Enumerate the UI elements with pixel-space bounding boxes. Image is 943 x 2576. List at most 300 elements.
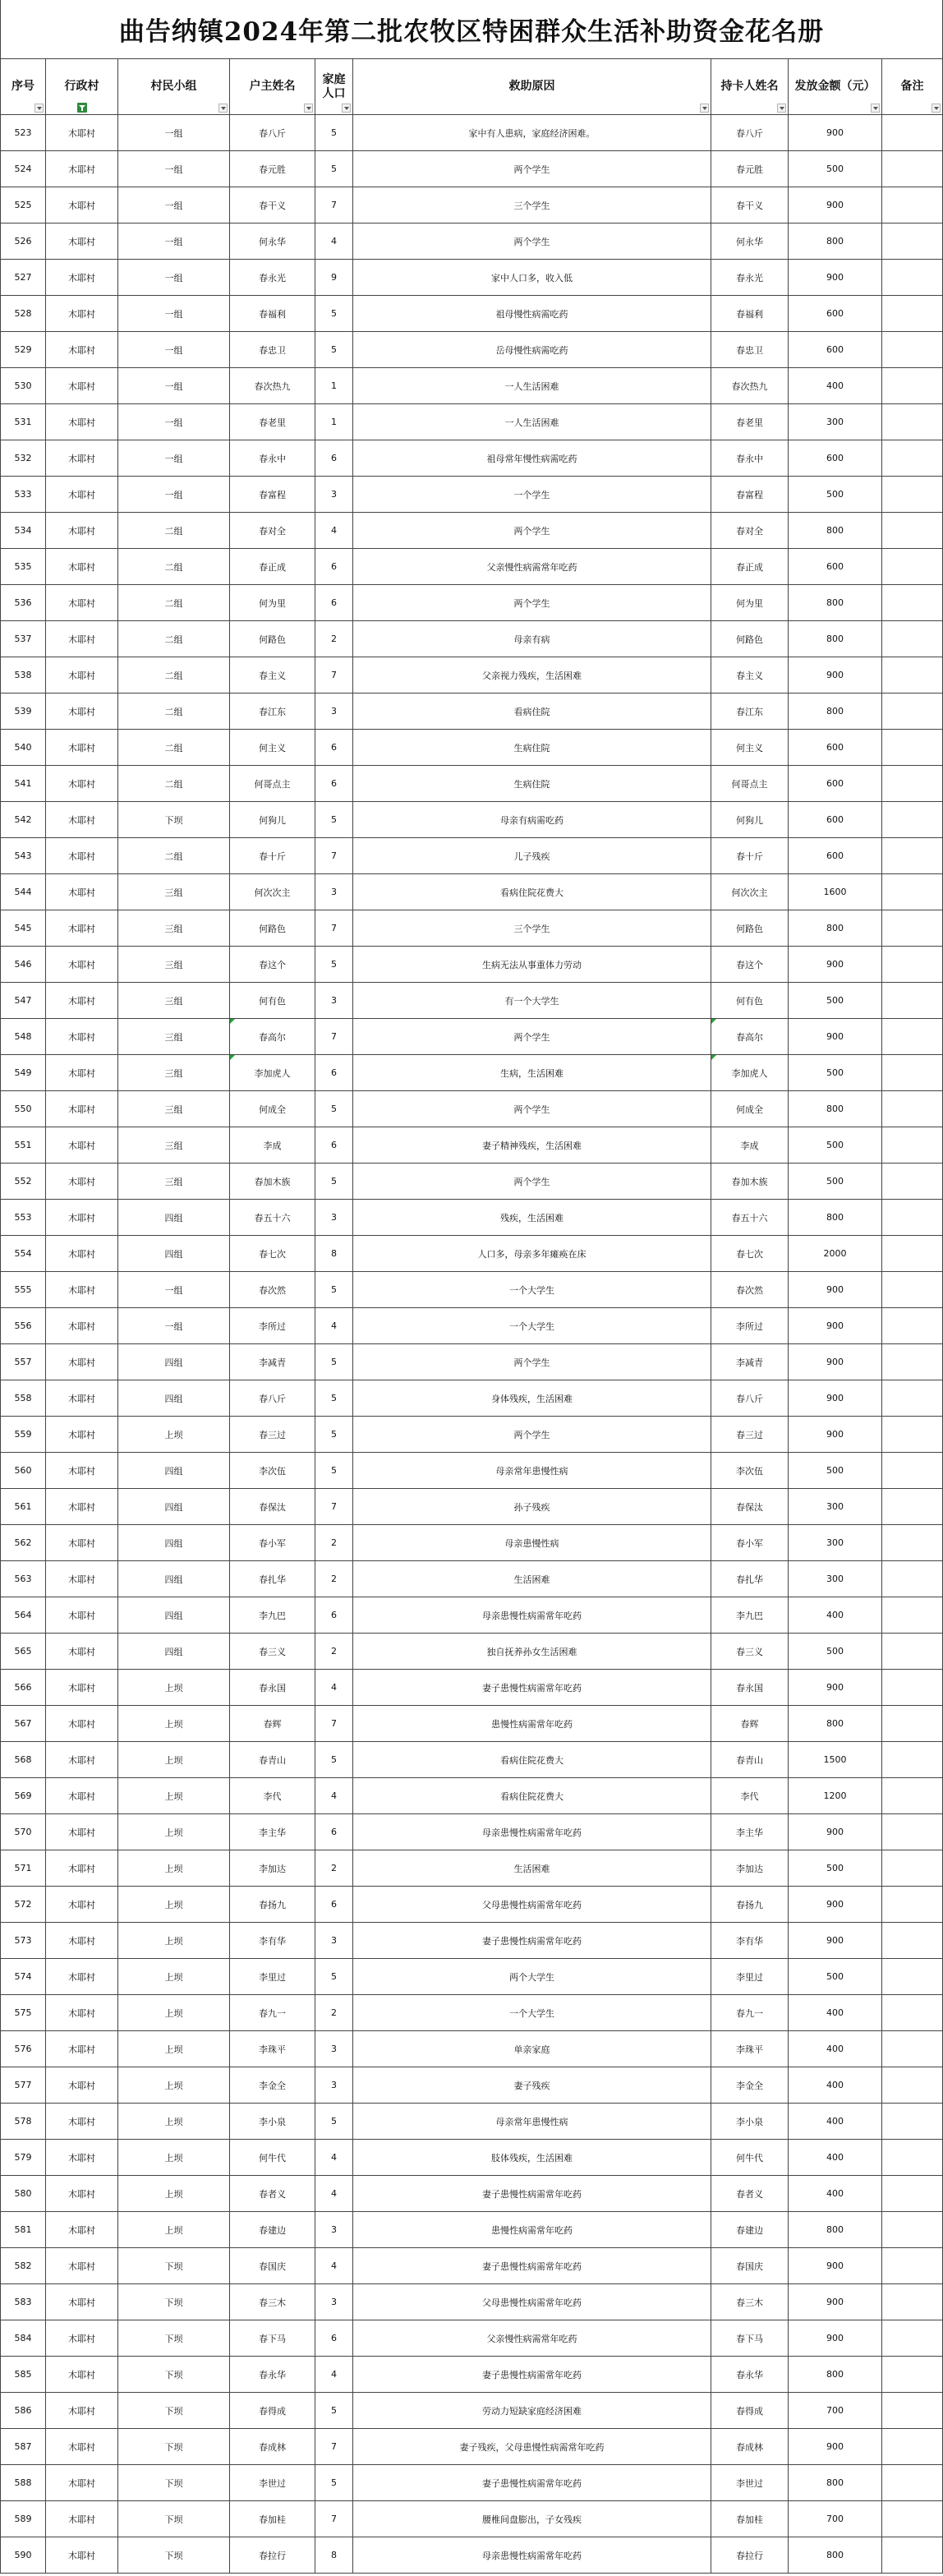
- cell-village[interactable]: [46, 2284, 118, 2320]
- cell-amount[interactable]: [789, 2320, 882, 2356]
- cell-amount[interactable]: [789, 1489, 882, 1524]
- cell-reason[interactable]: [353, 874, 711, 910]
- cell-cardholder[interactable]: [711, 2501, 789, 2537]
- cell-head-name[interactable]: [230, 1091, 315, 1127]
- cell-village[interactable]: [46, 2067, 118, 2103]
- cell-cardholder[interactable]: [711, 621, 789, 657]
- cell-cardholder[interactable]: [711, 1055, 789, 1090]
- cell-amount[interactable]: [789, 1200, 882, 1235]
- cell-remark[interactable]: [882, 1597, 943, 1633]
- cell-cardholder[interactable]: [711, 477, 789, 512]
- cell-amount[interactable]: [789, 1814, 882, 1850]
- cell-group[interactable]: [118, 1670, 230, 1705]
- cell-remark[interactable]: [882, 1019, 943, 1054]
- cell-cardholder[interactable]: [711, 1127, 789, 1163]
- cell-family-size[interactable]: [315, 874, 353, 910]
- cell-remark[interactable]: [882, 1272, 943, 1307]
- cell-reason[interactable]: [353, 983, 711, 1018]
- cell-group[interactable]: [118, 983, 230, 1018]
- cell-group[interactable]: [118, 621, 230, 657]
- cell-cardholder[interactable]: [711, 368, 789, 403]
- cell-remark[interactable]: [882, 2031, 943, 2067]
- cell-head-name[interactable]: [230, 947, 315, 982]
- error-indicator-icon[interactable]: [711, 1019, 716, 1024]
- cell-group[interactable]: [118, 440, 230, 476]
- cell-amount[interactable]: [789, 1272, 882, 1307]
- cell-family-size[interactable]: [315, 2537, 353, 2573]
- cell-family-size[interactable]: [315, 1453, 353, 1488]
- cell-group[interactable]: [118, 296, 230, 331]
- cell-group[interactable]: [118, 2248, 230, 2283]
- cell-amount[interactable]: [789, 1525, 882, 1560]
- cell-reason[interactable]: [353, 1995, 711, 2030]
- cell-family-size[interactable]: [315, 1742, 353, 1777]
- cell-family-size[interactable]: [315, 1706, 353, 1741]
- cell-remark[interactable]: [882, 223, 943, 259]
- cell-seq[interactable]: [0, 1019, 46, 1054]
- cell-head-name[interactable]: [230, 1272, 315, 1307]
- cell-seq[interactable]: [0, 1236, 46, 1271]
- cell-remark[interactable]: [882, 187, 943, 223]
- cell-reason[interactable]: [353, 1236, 711, 1271]
- cell-family-size[interactable]: [315, 296, 353, 331]
- cell-village[interactable]: [46, 513, 118, 548]
- header-seq[interactable]: [0, 59, 46, 114]
- filter-dropdown-icon[interactable]: [932, 104, 941, 113]
- cell-village[interactable]: [46, 983, 118, 1018]
- cell-family-size[interactable]: [315, 2465, 353, 2500]
- cell-family-size[interactable]: [315, 1634, 353, 1669]
- cell-reason[interactable]: [353, 368, 711, 403]
- cell-seq[interactable]: [0, 260, 46, 295]
- cell-reason[interactable]: [353, 1670, 711, 1705]
- cell-cardholder[interactable]: [711, 2357, 789, 2392]
- cell-amount[interactable]: [789, 1236, 882, 1271]
- cell-family-size[interactable]: [315, 549, 353, 584]
- cell-remark[interactable]: [882, 1417, 943, 1452]
- cell-reason[interactable]: [353, 2140, 711, 2175]
- cell-reason[interactable]: [353, 1127, 711, 1163]
- cell-village[interactable]: [46, 621, 118, 657]
- cell-remark[interactable]: [882, 477, 943, 512]
- cell-head-name[interactable]: [230, 2104, 315, 2139]
- cell-group[interactable]: [118, 1778, 230, 1813]
- cell-reason[interactable]: [353, 1742, 711, 1777]
- cell-village[interactable]: [46, 151, 118, 187]
- cell-village[interactable]: [46, 1453, 118, 1488]
- cell-reason[interactable]: [353, 1959, 711, 1994]
- cell-group[interactable]: [118, 1887, 230, 1922]
- cell-village[interactable]: [46, 730, 118, 765]
- cell-reason[interactable]: [353, 151, 711, 187]
- cell-seq[interactable]: [0, 2140, 46, 2175]
- cell-reason[interactable]: [353, 1055, 711, 1090]
- cell-head-name[interactable]: [230, 187, 315, 223]
- cell-cardholder[interactable]: [711, 874, 789, 910]
- cell-village[interactable]: [46, 2248, 118, 2283]
- cell-family-size[interactable]: [315, 1127, 353, 1163]
- cell-amount[interactable]: [789, 2212, 882, 2247]
- cell-cardholder[interactable]: [711, 1887, 789, 1922]
- cell-reason[interactable]: [353, 2320, 711, 2356]
- cell-village[interactable]: [46, 838, 118, 873]
- cell-remark[interactable]: [882, 910, 943, 946]
- cell-group[interactable]: [118, 2067, 230, 2103]
- cell-group[interactable]: [118, 1706, 230, 1741]
- filter-dropdown-icon[interactable]: [871, 104, 880, 113]
- cell-remark[interactable]: [882, 1995, 943, 2030]
- cell-seq[interactable]: [0, 621, 46, 657]
- cell-cardholder[interactable]: [711, 2320, 789, 2356]
- cell-village[interactable]: [46, 549, 118, 584]
- cell-village[interactable]: [46, 1706, 118, 1741]
- cell-remark[interactable]: [882, 2104, 943, 2139]
- cell-remark[interactable]: [882, 1742, 943, 1777]
- cell-amount[interactable]: [789, 2067, 882, 2103]
- cell-family-size[interactable]: [315, 2031, 353, 2067]
- cell-remark[interactable]: [882, 404, 943, 440]
- cell-remark[interactable]: [882, 2501, 943, 2537]
- cell-seq[interactable]: [0, 1380, 46, 1416]
- cell-cardholder[interactable]: [711, 440, 789, 476]
- cell-cardholder[interactable]: [711, 1236, 789, 1271]
- cell-amount[interactable]: [789, 1127, 882, 1163]
- cell-group[interactable]: [118, 1489, 230, 1524]
- cell-seq[interactable]: [0, 1344, 46, 1380]
- cell-seq[interactable]: [0, 296, 46, 331]
- cell-village[interactable]: [46, 1308, 118, 1343]
- cell-amount[interactable]: [789, 332, 882, 367]
- cell-reason[interactable]: [353, 2357, 711, 2392]
- cell-head-name[interactable]: [230, 1634, 315, 1669]
- cell-reason[interactable]: [353, 1489, 711, 1524]
- cell-seq[interactable]: [0, 910, 46, 946]
- cell-head-name[interactable]: [230, 802, 315, 837]
- cell-head-name[interactable]: [230, 730, 315, 765]
- cell-head-name[interactable]: [230, 2176, 315, 2211]
- cell-remark[interactable]: [882, 730, 943, 765]
- cell-amount[interactable]: [789, 1453, 882, 1488]
- cell-cardholder[interactable]: [711, 2537, 789, 2573]
- cell-group[interactable]: [118, 2284, 230, 2320]
- cell-remark[interactable]: [882, 1308, 943, 1343]
- cell-remark[interactable]: [882, 621, 943, 657]
- cell-cardholder[interactable]: [711, 1489, 789, 1524]
- cell-amount[interactable]: [789, 2140, 882, 2175]
- cell-reason[interactable]: [353, 1923, 711, 1958]
- cell-remark[interactable]: [882, 2429, 943, 2464]
- cell-seq[interactable]: [0, 151, 46, 187]
- cell-village[interactable]: [46, 1778, 118, 1813]
- cell-family-size[interactable]: [315, 513, 353, 548]
- cell-reason[interactable]: [353, 1525, 711, 1560]
- error-indicator-icon[interactable]: [230, 1019, 235, 1024]
- cell-village[interactable]: [46, 657, 118, 693]
- cell-seq[interactable]: [0, 1814, 46, 1850]
- cell-cardholder[interactable]: [711, 1308, 789, 1343]
- cell-cardholder[interactable]: [711, 2429, 789, 2464]
- cell-seq[interactable]: [0, 585, 46, 620]
- header-cardholder[interactable]: [711, 59, 789, 114]
- cell-group[interactable]: [118, 1850, 230, 1886]
- cell-cardholder[interactable]: [711, 223, 789, 259]
- cell-group[interactable]: [118, 947, 230, 982]
- cell-cardholder[interactable]: [711, 2104, 789, 2139]
- cell-reason[interactable]: [353, 1778, 711, 1813]
- cell-reason[interactable]: [353, 2212, 711, 2247]
- cell-group[interactable]: [118, 223, 230, 259]
- cell-family-size[interactable]: [315, 2320, 353, 2356]
- cell-remark[interactable]: [882, 1200, 943, 1235]
- cell-head-name[interactable]: [230, 585, 315, 620]
- cell-head-name[interactable]: [230, 1995, 315, 2030]
- cell-family-size[interactable]: [315, 2104, 353, 2139]
- cell-head-name[interactable]: [230, 2248, 315, 2283]
- cell-amount[interactable]: [789, 1164, 882, 1199]
- cell-cardholder[interactable]: [711, 1995, 789, 2030]
- error-indicator-icon[interactable]: [711, 1055, 716, 1060]
- cell-head-name[interactable]: [230, 115, 315, 150]
- cell-head-name[interactable]: [230, 1417, 315, 1452]
- cell-family-size[interactable]: [315, 1850, 353, 1886]
- cell-village[interactable]: [46, 1923, 118, 1958]
- cell-seq[interactable]: [0, 1778, 46, 1813]
- filter-dropdown-icon[interactable]: [304, 104, 313, 113]
- cell-group[interactable]: [118, 1127, 230, 1163]
- cell-remark[interactable]: [882, 585, 943, 620]
- cell-amount[interactable]: [789, 187, 882, 223]
- cell-group[interactable]: [118, 2212, 230, 2247]
- cell-head-name[interactable]: [230, 1127, 315, 1163]
- cell-seq[interactable]: [0, 2465, 46, 2500]
- cell-remark[interactable]: [882, 2537, 943, 2573]
- cell-family-size[interactable]: [315, 1995, 353, 2030]
- cell-seq[interactable]: [0, 1670, 46, 1705]
- cell-seq[interactable]: [0, 1923, 46, 1958]
- cell-head-name[interactable]: [230, 1525, 315, 1560]
- cell-cardholder[interactable]: [711, 1597, 789, 1633]
- cell-reason[interactable]: [353, 585, 711, 620]
- cell-head-name[interactable]: [230, 1778, 315, 1813]
- cell-group[interactable]: [118, 2501, 230, 2537]
- cell-village[interactable]: [46, 1055, 118, 1090]
- cell-group[interactable]: [118, 1019, 230, 1054]
- cell-cardholder[interactable]: [711, 2212, 789, 2247]
- cell-group[interactable]: [118, 874, 230, 910]
- cell-cardholder[interactable]: [711, 1634, 789, 1669]
- cell-group[interactable]: [118, 1634, 230, 1669]
- cell-seq[interactable]: [0, 1091, 46, 1127]
- cell-amount[interactable]: [789, 585, 882, 620]
- cell-cardholder[interactable]: [711, 115, 789, 150]
- cell-seq[interactable]: [0, 1453, 46, 1488]
- cell-group[interactable]: [118, 802, 230, 837]
- cell-amount[interactable]: [789, 260, 882, 295]
- cell-cardholder[interactable]: [711, 1019, 789, 1054]
- cell-group[interactable]: [118, 2176, 230, 2211]
- cell-head-name[interactable]: [230, 1236, 315, 1271]
- cell-amount[interactable]: [789, 2501, 882, 2537]
- cell-seq[interactable]: [0, 1525, 46, 1560]
- cell-group[interactable]: [118, 1959, 230, 1994]
- cell-reason[interactable]: [353, 477, 711, 512]
- cell-village[interactable]: [46, 1380, 118, 1416]
- cell-cardholder[interactable]: [711, 1091, 789, 1127]
- cell-seq[interactable]: [0, 1200, 46, 1235]
- cell-reason[interactable]: [353, 2176, 711, 2211]
- cell-remark[interactable]: [882, 1127, 943, 1163]
- cell-reason[interactable]: [353, 657, 711, 693]
- cell-reason[interactable]: [353, 1308, 711, 1343]
- cell-group[interactable]: [118, 2140, 230, 2175]
- cell-remark[interactable]: [882, 115, 943, 150]
- cell-head-name[interactable]: [230, 223, 315, 259]
- cell-group[interactable]: [118, 585, 230, 620]
- cell-village[interactable]: [46, 1200, 118, 1235]
- cell-village[interactable]: [46, 766, 118, 801]
- cell-family-size[interactable]: [315, 983, 353, 1018]
- header-reason[interactable]: [353, 59, 711, 114]
- cell-head-name[interactable]: [230, 1489, 315, 1524]
- cell-head-name[interactable]: [230, 1887, 315, 1922]
- cell-head-name[interactable]: [230, 1308, 315, 1343]
- cell-head-name[interactable]: [230, 440, 315, 476]
- cell-village[interactable]: [46, 1489, 118, 1524]
- cell-group[interactable]: [118, 1597, 230, 1633]
- cell-family-size[interactable]: [315, 1778, 353, 1813]
- cell-cardholder[interactable]: [711, 2176, 789, 2211]
- cell-seq[interactable]: [0, 2248, 46, 2283]
- cell-head-name[interactable]: [230, 1850, 315, 1886]
- header-amount[interactable]: [789, 59, 882, 114]
- cell-family-size[interactable]: [315, 1200, 353, 1235]
- cell-reason[interactable]: [353, 1850, 711, 1886]
- cell-reason[interactable]: [353, 1019, 711, 1054]
- cell-amount[interactable]: [789, 1959, 882, 1994]
- cell-group[interactable]: [118, 1200, 230, 1235]
- cell-cardholder[interactable]: [711, 1525, 789, 1560]
- cell-remark[interactable]: [882, 260, 943, 295]
- cell-head-name[interactable]: [230, 1019, 315, 1054]
- cell-amount[interactable]: [789, 2104, 882, 2139]
- cell-reason[interactable]: [353, 838, 711, 873]
- cell-remark[interactable]: [882, 1489, 943, 1524]
- cell-seq[interactable]: [0, 440, 46, 476]
- cell-seq[interactable]: [0, 1272, 46, 1307]
- cell-head-name[interactable]: [230, 2357, 315, 2392]
- cell-amount[interactable]: [789, 2176, 882, 2211]
- cell-village[interactable]: [46, 2429, 118, 2464]
- cell-group[interactable]: [118, 1164, 230, 1199]
- cell-head-name[interactable]: [230, 477, 315, 512]
- cell-group[interactable]: [118, 1923, 230, 1958]
- cell-head-name[interactable]: [230, 1742, 315, 1777]
- cell-village[interactable]: [46, 115, 118, 150]
- cell-head-name[interactable]: [230, 1923, 315, 1958]
- cell-remark[interactable]: [882, 802, 943, 837]
- cell-remark[interactable]: [882, 2067, 943, 2103]
- cell-remark[interactable]: [882, 874, 943, 910]
- cell-group[interactable]: [118, 1995, 230, 2030]
- cell-family-size[interactable]: [315, 2176, 353, 2211]
- cell-head-name[interactable]: [230, 910, 315, 946]
- cell-remark[interactable]: [882, 838, 943, 873]
- error-indicator-icon[interactable]: [230, 1055, 235, 1060]
- cell-cardholder[interactable]: [711, 1344, 789, 1380]
- cell-village[interactable]: [46, 585, 118, 620]
- cell-cardholder[interactable]: [711, 260, 789, 295]
- cell-cardholder[interactable]: [711, 187, 789, 223]
- header-group[interactable]: [118, 59, 230, 114]
- cell-village[interactable]: [46, 1597, 118, 1633]
- cell-remark[interactable]: [882, 2393, 943, 2428]
- cell-family-size[interactable]: [315, 151, 353, 187]
- cell-family-size[interactable]: [315, 802, 353, 837]
- cell-head-name[interactable]: [230, 2031, 315, 2067]
- cell-family-size[interactable]: [315, 440, 353, 476]
- cell-reason[interactable]: [353, 1344, 711, 1380]
- cell-reason[interactable]: [353, 2465, 711, 2500]
- cell-reason[interactable]: [353, 1200, 711, 1235]
- cell-reason[interactable]: [353, 1814, 711, 1850]
- cell-remark[interactable]: [882, 1814, 943, 1850]
- cell-reason[interactable]: [353, 2031, 711, 2067]
- cell-remark[interactable]: [882, 1923, 943, 1958]
- cell-reason[interactable]: [353, 440, 711, 476]
- filter-dropdown-icon[interactable]: [342, 104, 351, 113]
- cell-family-size[interactable]: [315, 1308, 353, 1343]
- cell-family-size[interactable]: [315, 947, 353, 982]
- cell-family-size[interactable]: [315, 332, 353, 367]
- cell-family-size[interactable]: [315, 1344, 353, 1380]
- cell-group[interactable]: [118, 2104, 230, 2139]
- cell-family-size[interactable]: [315, 2248, 353, 2283]
- cell-seq[interactable]: [0, 1561, 46, 1597]
- cell-seq[interactable]: [0, 1959, 46, 1994]
- cell-amount[interactable]: [789, 2465, 882, 2500]
- cell-reason[interactable]: [353, 2393, 711, 2428]
- cell-village[interactable]: [46, 2212, 118, 2247]
- cell-reason[interactable]: [353, 296, 711, 331]
- cell-village[interactable]: [46, 910, 118, 946]
- cell-amount[interactable]: [789, 2537, 882, 2573]
- cell-village[interactable]: [46, 1670, 118, 1705]
- cell-group[interactable]: [118, 260, 230, 295]
- cell-group[interactable]: [118, 549, 230, 584]
- cell-remark[interactable]: [882, 440, 943, 476]
- cell-reason[interactable]: [353, 2067, 711, 2103]
- cell-family-size[interactable]: [315, 730, 353, 765]
- cell-head-name[interactable]: [230, 296, 315, 331]
- cell-amount[interactable]: [789, 477, 882, 512]
- cell-amount[interactable]: [789, 296, 882, 331]
- cell-reason[interactable]: [353, 2537, 711, 2573]
- cell-seq[interactable]: [0, 838, 46, 873]
- filter-dropdown-icon[interactable]: [34, 104, 44, 113]
- cell-head-name[interactable]: [230, 513, 315, 548]
- cell-family-size[interactable]: [315, 2067, 353, 2103]
- cell-village[interactable]: [46, 2031, 118, 2067]
- cell-group[interactable]: [118, 2031, 230, 2067]
- cell-amount[interactable]: [789, 1634, 882, 1669]
- cell-head-name[interactable]: [230, 1959, 315, 1994]
- cell-reason[interactable]: [353, 694, 711, 729]
- cell-head-name[interactable]: [230, 766, 315, 801]
- cell-family-size[interactable]: [315, 2357, 353, 2392]
- cell-head-name[interactable]: [230, 838, 315, 873]
- cell-group[interactable]: [118, 1380, 230, 1416]
- cell-remark[interactable]: [882, 2176, 943, 2211]
